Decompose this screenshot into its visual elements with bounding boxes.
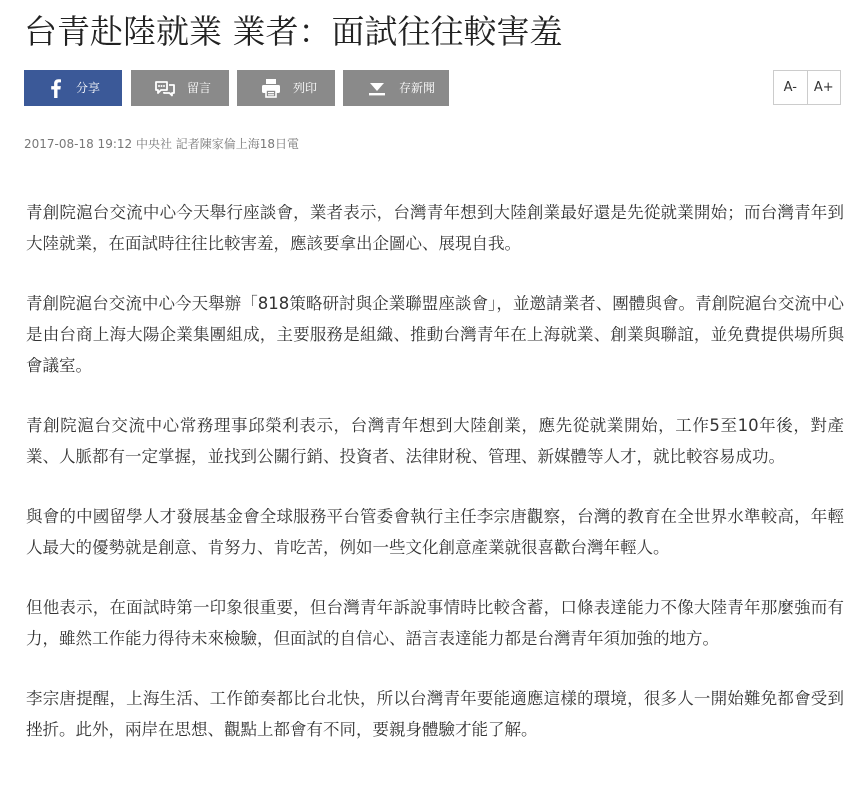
download-icon <box>365 76 389 100</box>
comment-label: 留言 <box>187 81 212 95</box>
facebook-share-button[interactable] <box>24 70 122 106</box>
article-paragraph: 李宗唐提醒，上海生活、工作節奏都比台北快，所以台灣青年要能適應這樣的環境，很多人一開始難免都會受到挫折。此外，兩岸在思想、觀點上都會有不同，要親身體驗才能了解。 <box>26 689 844 739</box>
font-size-controls <box>773 70 841 105</box>
article-byline: 2017-08-18 19:12 中央社 記者陳家倫上海18日電 <box>24 137 300 151</box>
facebook-share-label: 分享 <box>76 81 101 95</box>
comment-icon <box>153 76 177 100</box>
comment-button[interactable] <box>131 70 229 106</box>
article-body <box>26 197 844 774</box>
article-paragraph: 青創院滬台交流中心今天舉辦「818策略研討與企業聯盟座談會」，並邀請業者、團體與會。青創院滬台交流中心是由台商上海大陽企業集團組成，主要服務是組織、推動台灣青年在上海就業、創業與聯誼，並免費提供場所與會議室。 <box>26 294 844 375</box>
page-title: 台青赴陸就業 業者：面試往往較害羞 <box>24 12 563 51</box>
article-paragraph: 青創院滬台交流中心今天舉行座談會，業者表示，台灣青年想到大陸創業最好還是先從就業開始；而台灣青年到大陸就業，在面試時往往比較害羞，應該要拿出企圖心、展現自我。 <box>26 203 844 253</box>
article-paragraph: 青創院滬台交流中心常務理事邱榮利表示，台灣青年想到大陸創業，應先從就業開始，工作5至10年後，對產業、人脈都有一定掌握，並找到公關行銷、投資者、法律財稅、管理、新媒體等人才，就比較容易成功。 <box>26 416 844 466</box>
print-label: 列印 <box>293 81 318 95</box>
printer-icon <box>259 76 283 100</box>
font-increase-button[interactable]: A+ <box>807 71 841 104</box>
font-decrease-button[interactable]: A- <box>783 80 797 95</box>
article-paragraph: 但他表示，在面試時第一印象很重要，但台灣青年訴說事情時比較含蓄，口條表達能力不像大陸青年那麼強而有力，雖然工作能力得待未來檢驗，但面試的自信心、語言表達能力都是台灣青年須加強的地方。 <box>26 598 844 648</box>
facebook-icon <box>44 76 68 100</box>
article-paragraph: 與會的中國留學人才發展基金會全球服務平台管委會執行主任李宗唐觀察，台灣的教育在全世界水準較高，年輕人最大的優勢就是創意、肯努力、肯吃苦，例如一些文化創意產業就很喜歡台灣年輕人。 <box>26 507 844 557</box>
save-news-label: 存新聞 <box>399 81 436 95</box>
save-news-button[interactable] <box>343 70 449 106</box>
print-button[interactable] <box>237 70 335 106</box>
